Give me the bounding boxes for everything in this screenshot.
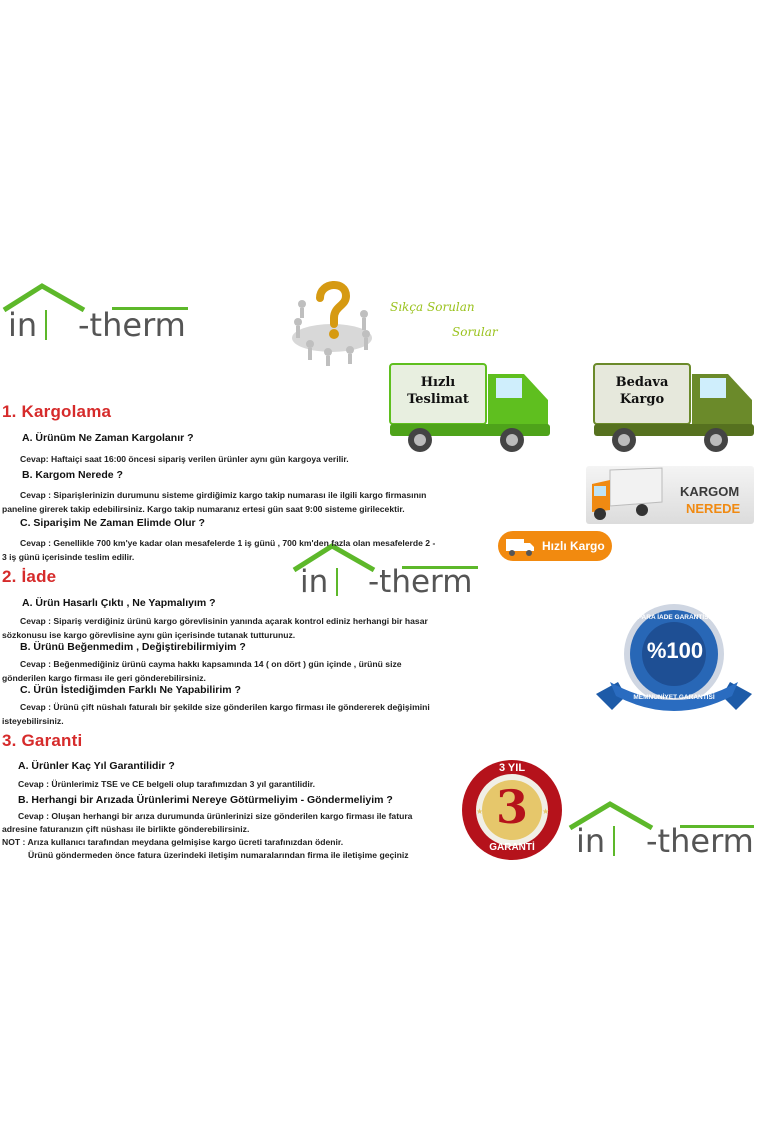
hizli-kargo-button[interactable]	[498, 531, 612, 561]
three-year-warranty-badge	[460, 758, 564, 862]
answer-line: 3 iş günü içerisinde teslim edilir.	[2, 552, 135, 562]
in-therm-logo	[292, 542, 482, 602]
logo-therm-text: -therm	[646, 822, 754, 860]
in-therm-logo	[568, 800, 758, 862]
answer-line: Cevap : Sipariş verdiğiniz ürünü kargo görevlisinin yanında açarak kontrol ediniz herhangi bir hasar	[20, 616, 428, 626]
question-mark-icon	[284, 274, 380, 368]
question-iade-b: B. Ürünü Beğenmedim , Değiştirebilirmiyim ?	[20, 641, 246, 653]
section-title-iade: 2. İade	[2, 567, 57, 586]
kargom-nerede-banner	[586, 466, 754, 524]
fast-truck-line1: Hızlı	[420, 375, 456, 390]
answer-line: Cevap : Beğenmediğiniz ürünü cayma hakkı kapsamında 14 ( on dört ) gün içinde , ürünü size	[20, 659, 402, 669]
answer-line: isteyebilirsiniz.	[2, 716, 64, 726]
answer-line: gönderilen kargo firması ile geri gönderebilirsiniz.	[2, 673, 206, 683]
question-kargolama-b: B. Kargom Nerede ?	[22, 469, 123, 481]
nerede-text: NEREDE	[686, 501, 741, 516]
svg-text:★: ★	[542, 807, 550, 816]
answer-line: paneline girerek takip edebilirsiniz. Kargo takip numaranız ertesi gün saat 9:00 sisteme girilecektir.	[2, 504, 405, 514]
kargom-text: KARGOM	[680, 484, 740, 499]
answer-line: Cevap : Siparişlerinizin durumunu sisteme girdiğimiz kargo takip numarası ile ilgili kargo firmasının	[20, 490, 427, 500]
question-iade-a: A. Ürün Hasarlı Çıktı , Ne Yapmalıyım ?	[22, 597, 216, 609]
warranty-bottom-text: GARANTİ	[489, 842, 535, 853]
question-garanti-a: A. Ürünler Kaç Yıl Garantilidir ?	[18, 760, 175, 772]
fast-truck-line2: Teslimat	[407, 392, 469, 407]
question-people-illustration	[284, 274, 380, 368]
warranty-top-text: 3 YIL	[498, 762, 526, 774]
answer-line: sözkonusu ise kargo görevlisine aynı gün içerisinde tutanak tutturunuz.	[2, 630, 296, 640]
faq-script-line1: Sıkça Sorulan	[390, 300, 475, 314]
hizli-kargo-label: Hızlı Kargo	[542, 539, 605, 553]
answer-line: Cevap: Haftaiçi saat 16:00 öncesi sipariş verilen ürünler aynı gün kargoya verilir.	[20, 454, 349, 464]
logo-therm-text: -therm	[368, 564, 473, 600]
answer-line: adresine faturanızın çift nüshası ile birlikte gönderebilirsiniz.	[2, 824, 250, 834]
answer-line: Ürünü göndermeden önce fatura üzerindeki iletişim numaralarından firma ile iletişime geçiniz	[28, 850, 409, 860]
answer-line: Cevap : Ürünlerimiz TSE ve CE belgeli olup tarafımızdan 3 yıl garantilidir.	[18, 779, 316, 789]
money-back-guarantee-seal	[596, 600, 752, 716]
answer-line: Cevap : Genellikle 700 km'ye kadar olan mesafelerde 1 iş günü , 700 km'den fazla olan mesafelerde 2 -	[20, 538, 436, 548]
section-title-kargolama: 1. Kargolama	[2, 402, 112, 421]
section-title-garanti: 3. Garanti	[2, 731, 83, 750]
free-truck-line2: Kargo	[619, 392, 665, 407]
seal-ribbon-text: MEMNUNİYET GARANTİSİ	[633, 694, 715, 701]
answer-line: Cevap : Ürünü çift nüshalı faturalı bir şekilde size gönderilen kargo firması ile göndererek değişimini	[20, 702, 430, 712]
logo-therm-text: -therm	[78, 306, 186, 344]
question-kargolama-a: A. Ürünüm Ne Zaman Kargolanır ?	[22, 432, 194, 444]
question-iade-c: C. Ürün İstediğimden Farklı Ne Yapabilirim ?	[20, 684, 241, 696]
free-truck-line1: Bedava	[615, 375, 669, 390]
logo-in-text: in	[576, 822, 606, 860]
svg-text:★: ★	[476, 807, 484, 816]
truck-icon	[506, 535, 536, 557]
fast-delivery-truck	[388, 362, 554, 456]
seal-value: %100	[646, 638, 704, 663]
logo-in-text: in	[300, 564, 329, 600]
answer-line: Cevap : Oluşan herhangi bir arıza durumunda ürünlerinizi size gönderilen kargo firması ile fatura	[18, 811, 413, 821]
question-kargolama-c: C. Siparişim Ne Zaman Elimde Olur ?	[20, 517, 205, 529]
warranty-number: 3	[495, 780, 528, 834]
logo-in-text: in	[8, 306, 38, 344]
free-cargo-truck	[592, 362, 758, 456]
answer-line: NOT : Arıza kullanıcı tarafından meydana gelmişise kargo ücreti tarafınızdan ödenir.	[2, 837, 344, 847]
in-therm-logo	[0, 282, 192, 344]
question-garanti-b: B. Herhangi bir Arızada Ürünlerimi Nereye Götürmeliyim - Göndermeliyim ?	[18, 794, 393, 806]
delivery-truck-icon	[586, 466, 666, 524]
faq-script-line2: Sorular	[452, 325, 498, 339]
seal-arc-text: PARA İADE GARANTİSİ	[637, 614, 711, 621]
